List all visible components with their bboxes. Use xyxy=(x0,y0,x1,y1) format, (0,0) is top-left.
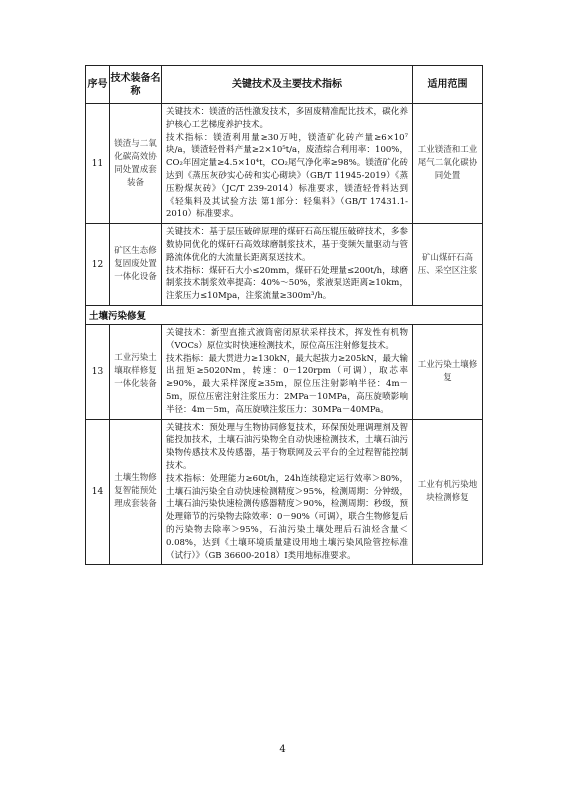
table-header-row xyxy=(86,66,483,104)
key-tech-cell xyxy=(162,324,413,419)
header-no: 序号 xyxy=(86,66,110,104)
key-tech-cell xyxy=(162,104,413,224)
header-name: 技术装备名称 xyxy=(110,66,162,104)
application-scope: 工业镁渣和工业尾气二氧化碳协同处置 xyxy=(413,104,483,224)
section-row xyxy=(86,305,483,324)
tech-indicator-text: 技术指标：煤矸石大小≤20mm，煤矸石处理量≤200t/h，球磨制浆技术制浆效率提高：40%～50%，浆液泵送距离≥10km，注浆压力≤10Mpa，注浆流量≥300m³/h。 xyxy=(166,265,408,302)
application-scope: 矿山煤矸石高压、采空区注浆 xyxy=(413,224,483,306)
equipment-table xyxy=(85,65,483,565)
equipment-name: 工业污染土壤取样修复一体化装备 xyxy=(110,324,162,419)
tech-indicator-text: 技术指标：镁渣利用量≥30万吨，镁渣矿化砖产量≥6×10⁷块/a，镁渣轻骨料产量≥2×10⁵t/a，废渣综合利用率：100%，CO₂年固定量≥4.5×10⁴t，CO₂尾气净化率≥98%。镁渣矿化砖达到《蒸压灰砂实心砖和实心砌块》（GB/T 11945-2019）《蒸压粉煤灰砖》（JC/T 239-2014）标准要求，镁渣轻骨料达到《轻集料及其试验方法 第1部分：轻集料》（GB/T 17431.1-2010）标准要求。 xyxy=(166,132,408,220)
application-scope: 工业有机污染地块检测修复 xyxy=(413,419,483,565)
table-row xyxy=(86,224,483,306)
key-tech-text: 关键技术：新型直推式液筒密闭原状采样技术，挥发性有机物（VOCs）原位实时快速检测技术，原位高压注射修复技术。 xyxy=(166,327,408,351)
table-row xyxy=(86,104,483,224)
section-title: 土壤污染修复 xyxy=(86,305,483,324)
key-tech-text: 关键技术：预处理与生物协同修复技术，环保预处理调理剂及智能投加技术，土壤石油污染物全自动快速检测技术，土壤石油污染物传感技术及传感器，基于物联网及云平台的全过程智能控制技术。 xyxy=(166,422,408,471)
equipment-name: 土壤生物修复智能预处理成套装备 xyxy=(110,419,162,565)
row-number: 12 xyxy=(86,224,110,306)
tech-indicator-text: 技术指标：处理能力≥60t/h，24h连续稳定运行效率＞80%，土壤石油污染全自动快速检测精度＞95%，检测周期：分钟级，土壤石油污染快速检测传感器精度＞90%，检测周期：秒级，预处理筛节的污染物去除效率：0－90%（可调），联合生物修复后的污染物去除率＞95%，石油污染土壤处理后石油烃含量＜0.08%，达到《土壤环境质量建设用地土壤污染风险管控标准（试行）》（GB 36600-2018）Ⅰ类用地标准要求。 xyxy=(166,473,408,561)
header-key-tech: 关键技术及主要技术指标 xyxy=(162,66,413,104)
key-tech-text: 关键技术：镁渣的活性激发技术，多固废精准配比技术，碳化养护核心工艺梯度养护技术。 xyxy=(166,107,408,130)
key-tech-cell xyxy=(162,224,413,306)
row-number: 11 xyxy=(86,104,110,224)
equipment-name: 矿区生态修复固废处置一体化设备 xyxy=(110,224,162,306)
table-row xyxy=(86,324,483,419)
row-number: 13 xyxy=(86,324,110,419)
key-tech-cell xyxy=(162,419,413,565)
tech-indicator-text: 技术指标：最大贯进力≥130kN，最大起拔力≥205kN，最大输出扭矩≥5020Nm，转速：0－120rpm（可调），取芯率≥90%，最大采样深度≥35m，原位压注射影响半径：4m－5m，原位压密注射注浆压力：2MPa－10MPa，高压旋喷影响半径：4m－5m，高压旋喷注浆压力：30MPa－40MPa。 xyxy=(166,353,408,415)
header-scope: 适用范围 xyxy=(413,66,483,104)
page-number: 4 xyxy=(279,744,286,755)
equipment-name: 镁渣与二氧化碳高效协同处置成套装备 xyxy=(110,104,162,224)
application-scope: 工业污染土壤修复 xyxy=(413,324,483,419)
row-number: 14 xyxy=(86,419,110,565)
table-row xyxy=(86,419,483,565)
key-tech-text: 关键技术：基于层压破碎原理的煤矸石高压辊压破碎技术，多参数协同优化的煤矸石高效球磨制浆技术，基于变频矢量驱动与管路流体优化的大流量长距离泵送技术。 xyxy=(166,227,408,263)
